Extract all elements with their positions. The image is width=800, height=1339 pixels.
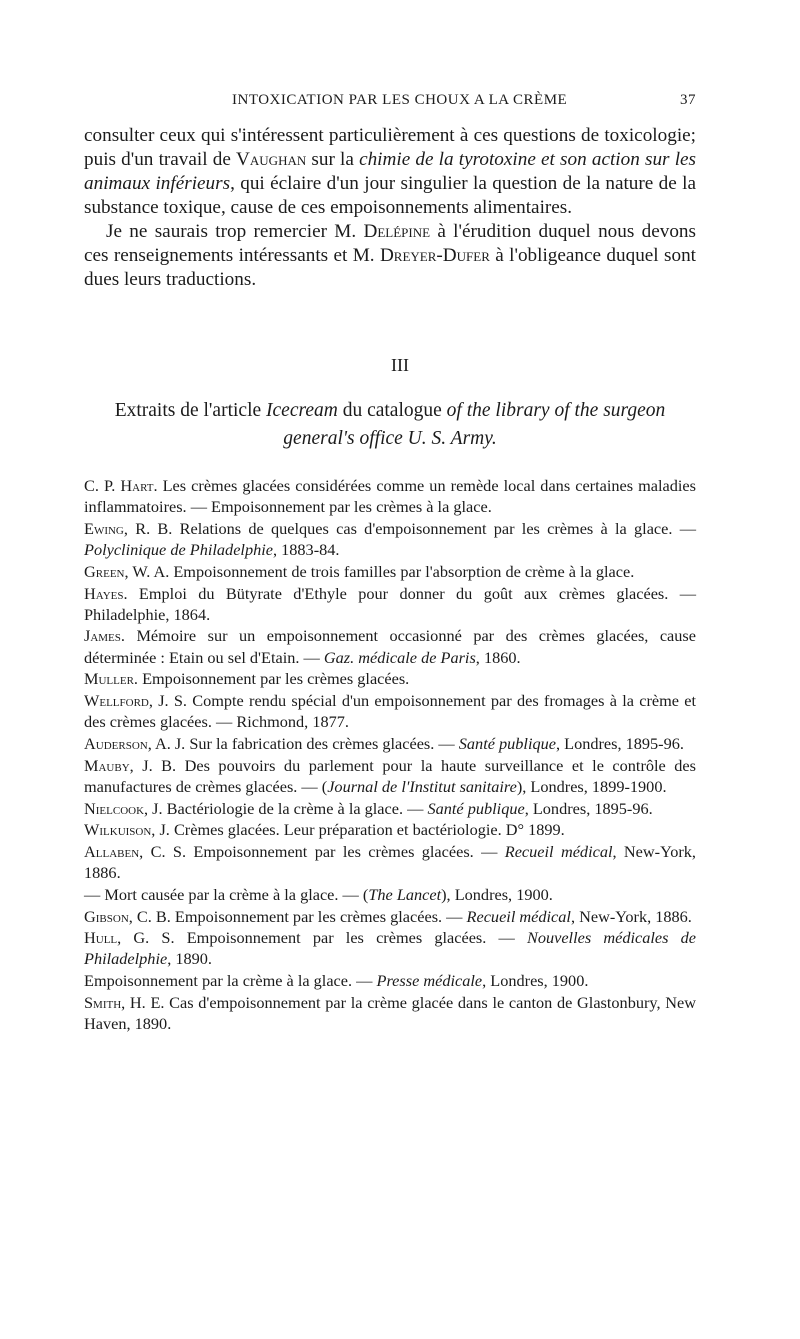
bibliography-entry (84, 927, 696, 969)
entry-source: Gaz. médicale de Paris (323, 647, 476, 667)
text-run: , qui éclaire d'un jour singulier la question de la nature de la substance toxique, cause de ces empoisonnements alimentaires. (84, 173, 696, 218)
entry-source: Santé publique (458, 733, 556, 753)
bibliography-entry (84, 906, 696, 927)
entry-text: ), Londres, 1899-1900. (516, 776, 667, 796)
entry-source: Nouvelles médicales de Philadelphie (84, 928, 696, 969)
entry-text: J. Bactériologie de la crème à la glace. — (148, 798, 428, 818)
bibliography-entry (84, 755, 696, 797)
entry-text: H. E. Cas d'empoisonnement par la crème glacée dans le canton de Glastonbury, New Haven, 1890. (84, 992, 696, 1034)
entry-text: W. A. Empoisonnement de trois familles par l'absorption de crème à la glace. (128, 561, 635, 581)
person-name: Delépine (363, 221, 431, 242)
entry-author: Allaben, (84, 841, 144, 861)
bibliography-entry (84, 668, 696, 689)
bibliography-entry (84, 819, 696, 840)
entry-text: ), Londres, 1900. (441, 884, 553, 904)
bibliography-entry (84, 841, 696, 883)
work-title: chimie de la tyrotoxine et son action sur les animaux inférieurs (84, 149, 697, 194)
entry-author: Smith, (84, 992, 126, 1012)
bibliography-entry (84, 798, 696, 819)
entry-author: Ewing, (84, 518, 128, 538)
text-run: à l'érudition duquel nous devons ces renseignements intéressants et M. (84, 221, 696, 266)
entry-author: Gibson, (84, 906, 133, 926)
section-number: III (391, 355, 409, 375)
text-run: sur la (306, 149, 360, 170)
article-name: Icecream (266, 400, 338, 421)
bibliography-entry (84, 625, 696, 667)
author-name: Vaughan (236, 149, 307, 170)
text-run: Je ne saurais trop remercier M. (106, 221, 364, 242)
page-number: 37 (680, 92, 696, 108)
entry-author: Nielcook, (84, 798, 149, 818)
running-header (84, 92, 696, 112)
entry-text: Les crèmes glacées considérées comme un remède local dans certaines maladies inflammatoires. — Empoisonnement par les crèmes à la glace. (84, 476, 696, 517)
entry-source: Polyclinique de Philadelphie (84, 540, 273, 560)
text-run: consulter ceux qui s'intéressent particulièrement à ces questions de toxicologie; puis d'un travail de (84, 125, 696, 170)
entry-text: , Londres, 1895-96. (524, 798, 653, 818)
bibliography-entry (84, 970, 696, 991)
entry-author: Hayes. (84, 583, 128, 603)
entry-text: — Mort causée par la crème à la glace. — ( (84, 884, 369, 904)
text-run: Extraits de l'article (114, 400, 267, 421)
entry-text: Empoisonnement par la crème à la glace. — (84, 971, 377, 991)
text-run: à l'obligeance duquel sont dues leurs traductions. (84, 245, 696, 290)
entry-author: Wellford, (84, 691, 153, 711)
entry-source: Recueil médical (504, 841, 613, 861)
entry-source: Santé publique (427, 798, 525, 818)
bibliography-entry (84, 733, 696, 754)
entry-author: Wilkuison, (84, 820, 156, 840)
entry-text: , 1890. (167, 949, 212, 969)
intro-paragraph-1 (84, 124, 696, 220)
entry-text: R. B. Relations de quelques cas d'empoisonnement par les crèmes à la glace. — (127, 518, 696, 538)
entry-text: A. J. Sur la fabrication des crèmes glacées. — (151, 733, 459, 753)
entry-text: C. S. Empoisonnement par les crèmes glacées. — (143, 841, 505, 861)
section-subtitle (84, 397, 696, 453)
entry-text: Empoisonnement par les crèmes glacées. (138, 669, 410, 689)
person-name: Dreyer-Dufer (379, 245, 490, 266)
entry-author: Green, (84, 561, 129, 581)
entry-author: Muller. (84, 669, 138, 689)
entry-text: , Londres, 1895-96. (555, 733, 684, 753)
entry-text: G. S. Empoisonnement par les crèmes glacées. — (121, 928, 527, 948)
bibliography-list (84, 475, 696, 1035)
bibliography-entry (84, 518, 696, 560)
entry-text: , New-York, 1886. (570, 906, 692, 926)
entry-text: , Londres, 1900. (482, 971, 589, 991)
bibliography-entry (84, 884, 696, 905)
entry-author: C. P. Hart. (84, 476, 158, 495)
bibliography-entry (84, 992, 696, 1034)
entry-author: Hull, (84, 928, 122, 948)
intro-text (84, 124, 696, 292)
running-title: INTOXICATION PAR LES CHOUX A LA CRÈME (232, 92, 568, 108)
bibliography-entry (84, 475, 696, 517)
text-run: du catalogue (337, 400, 447, 421)
catalogue-name: of the library of the surgeon general's office U. S. Army. (283, 400, 666, 449)
entry-author: Mauby, (84, 755, 134, 775)
entry-text: Mémoire sur un empoisonnement occasionné par des crèmes glacées, cause déterminée : Etain ou sel d'Etain. — (84, 626, 696, 667)
entry-source: The Lancet (368, 884, 442, 904)
entry-text: C. B. Empoisonnement par les crèmes glacées. — (132, 906, 467, 926)
entry-text: , 1883-84. (272, 540, 340, 560)
bibliography-entry (84, 561, 696, 582)
bibliography-entry (84, 583, 696, 625)
entry-text: , New-York, 1886. (84, 841, 696, 883)
entry-author: Auderson, (84, 733, 152, 753)
entry-text: J. Crèmes glacées. Leur préparation et bactériologie. D° 1899. (155, 820, 565, 840)
entry-source: Presse médicale (376, 971, 483, 991)
entry-text: J. B. Des pouvoirs du parlement pour la haute surveillance et le contrôle des manufactures de crèmes glacées. — ( (84, 755, 696, 796)
entry-text: , 1860. (475, 647, 521, 667)
entry-author: James. (84, 626, 125, 646)
entry-source: Journal de l'Institut sanitaire (327, 776, 517, 796)
entry-text: Emploi du Bütyrate d'Ethyle pour donner du goût aux crèmes glacées. — Philadelphie, 1864. (84, 583, 696, 624)
entry-text: J. S. Compte rendu spécial d'un empoisonnement par des fromages à la crème et des crèmes glacées. — Richmond, 1877. (84, 691, 696, 732)
entry-source: Recueil médical (466, 906, 571, 926)
intro-paragraph-2 (84, 220, 696, 292)
bibliography-entry (84, 690, 696, 732)
